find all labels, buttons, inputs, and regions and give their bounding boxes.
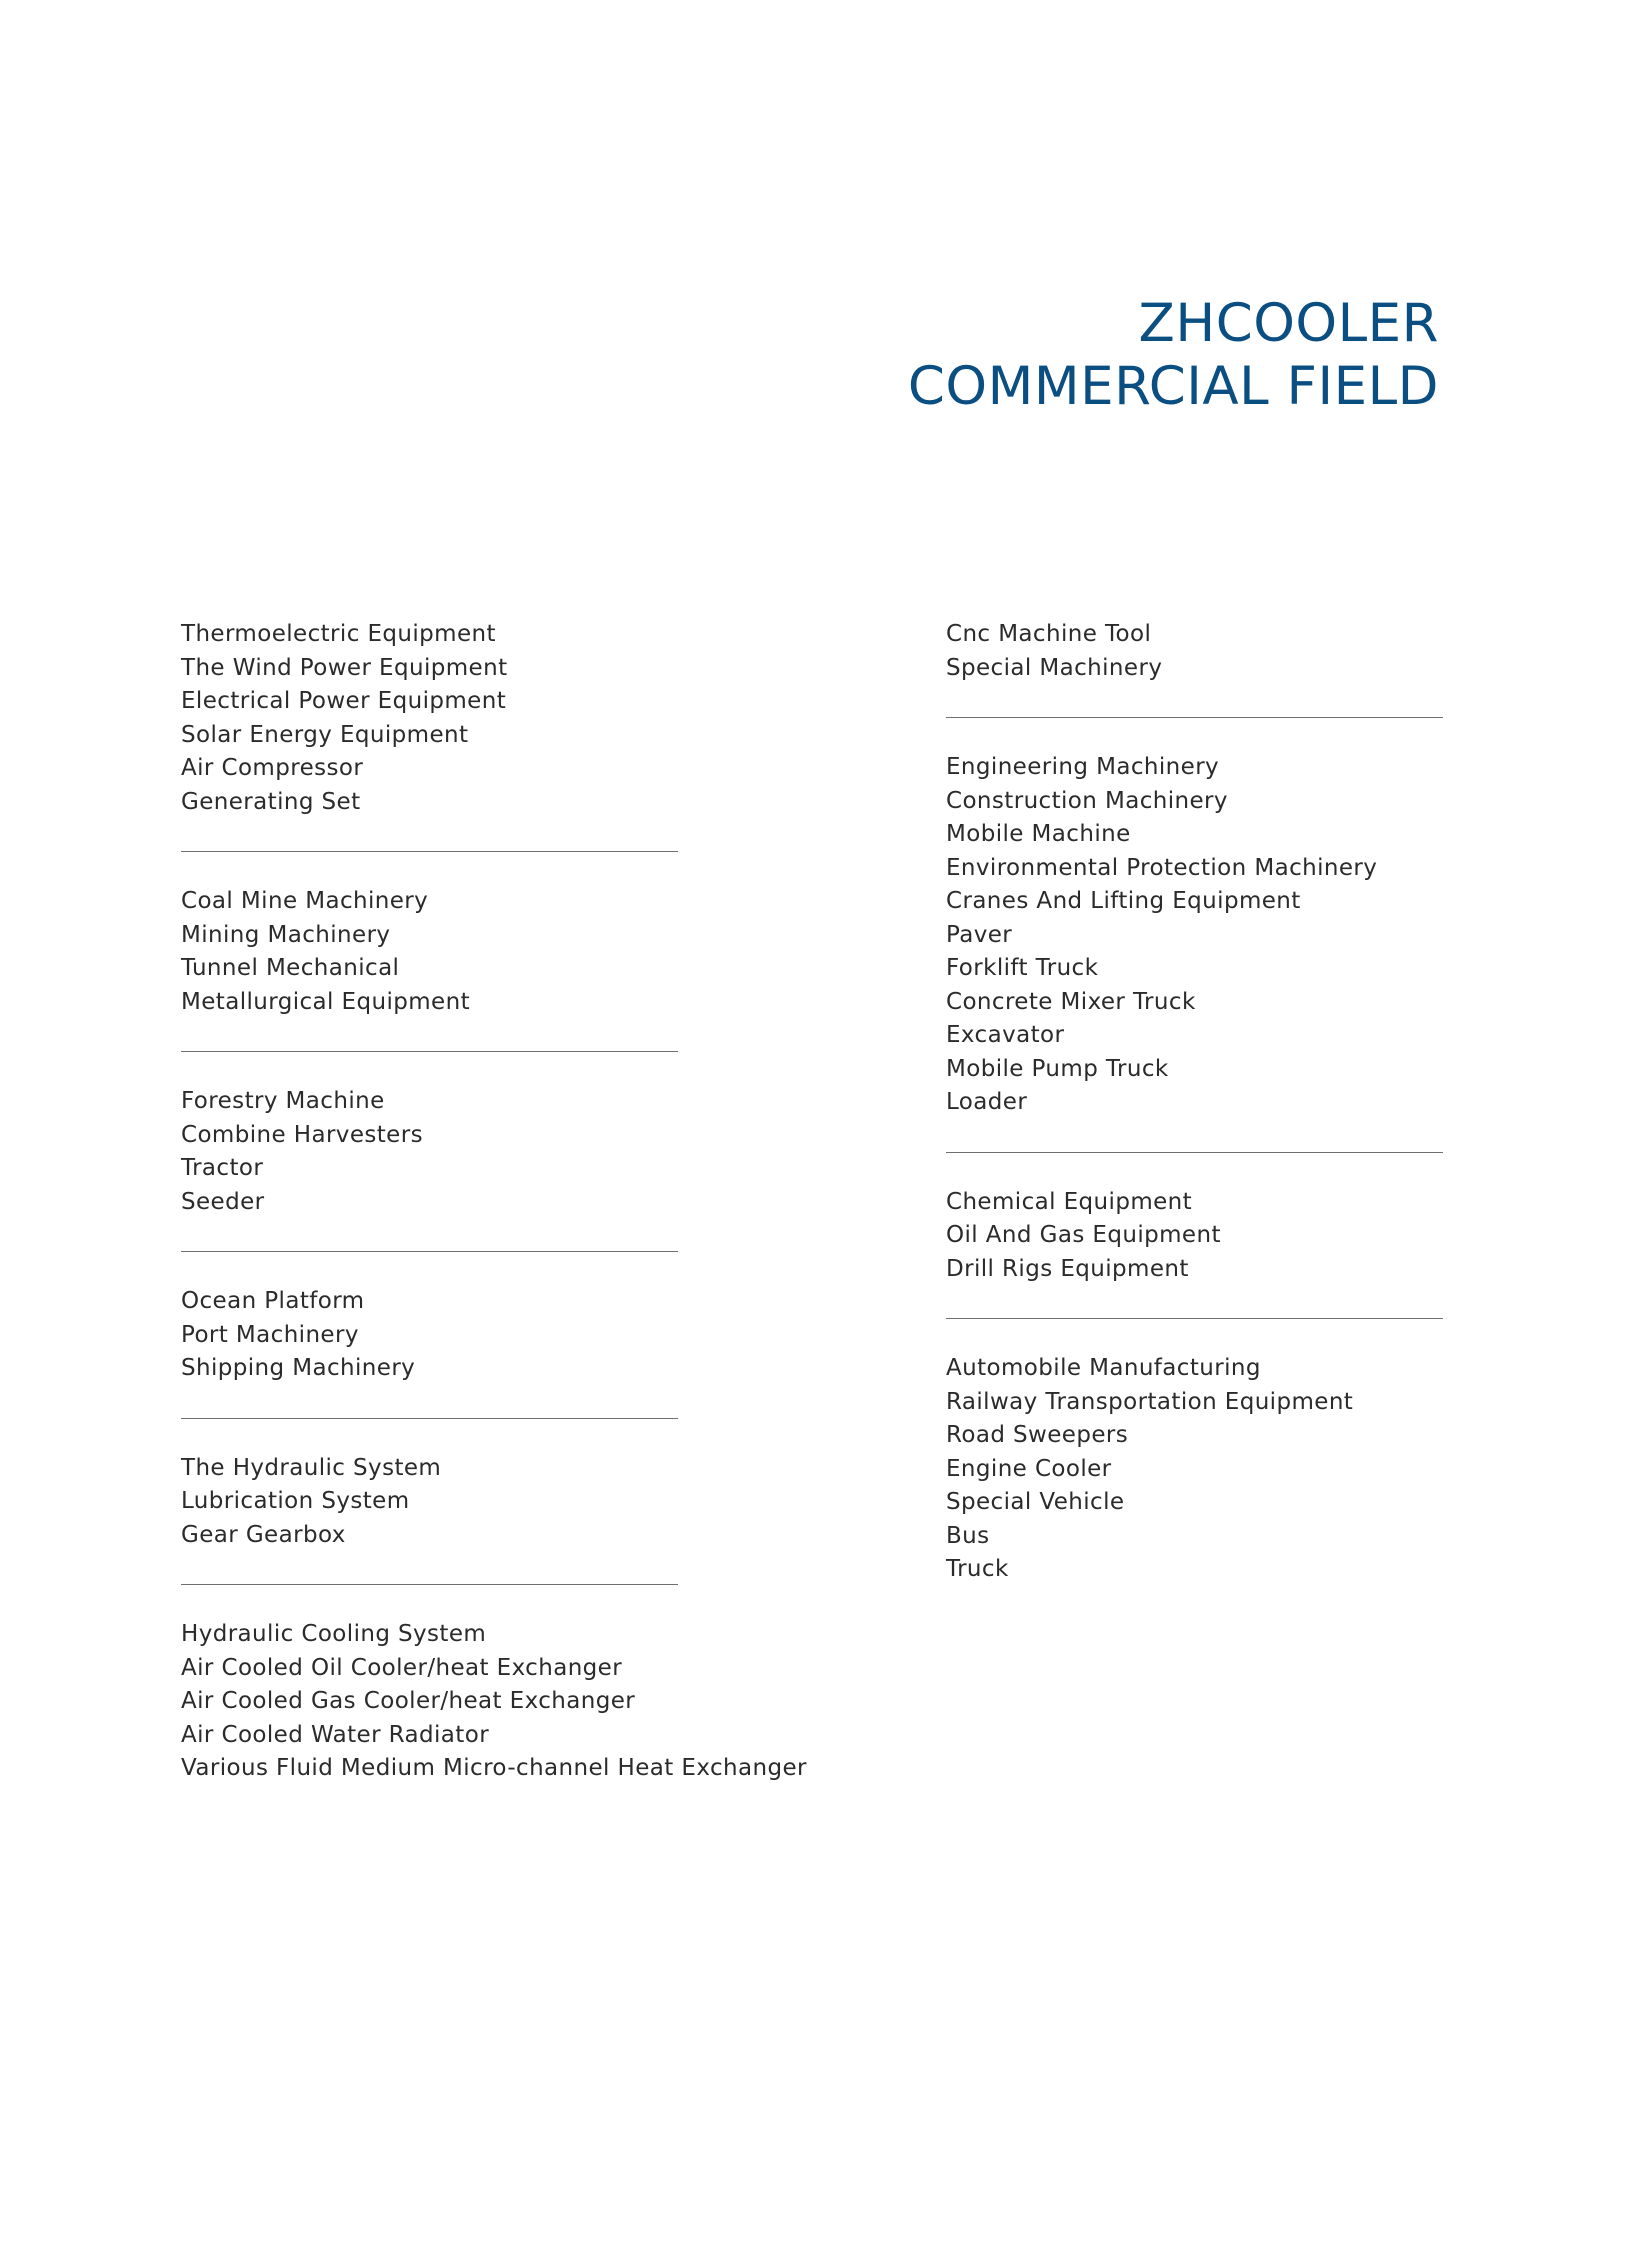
list-item: Special Machinery bbox=[946, 654, 1163, 681]
list-item: Concrete Mixer Truck bbox=[946, 988, 1196, 1015]
list-item: Ocean Platform bbox=[181, 1288, 365, 1314]
list-item: Solar Energy Equipment bbox=[181, 721, 469, 748]
list-item: Special Vehicle bbox=[946, 1489, 1125, 1515]
right-column bbox=[946, 618, 1443, 1587]
list-item: Mobile Machine bbox=[946, 821, 1131, 847]
list-item: Generating Set bbox=[181, 788, 361, 815]
title-line-1: ZHCOOLER bbox=[1138, 292, 1439, 354]
title-line-2: COMMERCIAL FIELD bbox=[907, 355, 1439, 417]
left-group-marine bbox=[181, 1285, 807, 1386]
list-item: Combine Harvesters bbox=[181, 1121, 423, 1148]
list-item: Drill Rigs Equipment bbox=[946, 1255, 1189, 1282]
right-group-engineering bbox=[946, 751, 1443, 1120]
list-item: Truck bbox=[946, 1556, 1009, 1582]
list-item: Environmental Protection Machinery bbox=[946, 854, 1378, 881]
left-group-hydraulic bbox=[181, 1452, 807, 1553]
list-item: Lubrication System bbox=[181, 1488, 410, 1514]
list-item: Railway Transportation Equipment bbox=[946, 1388, 1354, 1415]
page-title bbox=[908, 292, 1439, 418]
list-item: Air Cooled Water Radiator bbox=[181, 1721, 490, 1748]
divider bbox=[946, 717, 1443, 718]
divider bbox=[181, 1584, 678, 1585]
list-item: Mobile Pump Truck bbox=[946, 1055, 1169, 1082]
left-group-agriculture bbox=[181, 1085, 807, 1219]
list-item: Engine Cooler bbox=[946, 1455, 1112, 1482]
divider bbox=[181, 1418, 678, 1419]
right-group-chemical bbox=[946, 1186, 1443, 1287]
list-item: Loader bbox=[946, 1089, 1028, 1115]
list-item: Cnc Machine Tool bbox=[946, 621, 1152, 647]
list-item: Bus bbox=[946, 1522, 990, 1549]
list-item: Coal Mine Machinery bbox=[181, 888, 429, 914]
list-item: Forklift Truck bbox=[946, 955, 1099, 981]
divider bbox=[181, 1051, 678, 1052]
list-item: Oil And Gas Equipment bbox=[946, 1222, 1221, 1248]
list-item: Tunnel Mechanical bbox=[181, 955, 400, 981]
right-group-machine-tool bbox=[946, 618, 1443, 685]
list-item: Hydraulic Cooling System bbox=[181, 1621, 487, 1647]
right-group-automotive bbox=[946, 1352, 1443, 1587]
divider bbox=[181, 851, 678, 852]
list-item: Cranes And Lifting Equipment bbox=[946, 888, 1301, 914]
list-item: Air Cooled Gas Cooler/heat Exchanger bbox=[181, 1688, 636, 1714]
list-item: Chemical Equipment bbox=[946, 1188, 1193, 1215]
list-item: Thermoelectric Equipment bbox=[181, 621, 496, 647]
list-item: Forestry Machine bbox=[181, 1088, 385, 1114]
list-item: Construction Machinery bbox=[946, 787, 1228, 814]
list-item: Various Fluid Medium Micro-channel Heat Exchanger bbox=[181, 1755, 807, 1781]
list-item: Shipping Machinery bbox=[181, 1355, 416, 1381]
left-group-power bbox=[181, 618, 807, 819]
list-item: Mining Machinery bbox=[181, 921, 391, 948]
list-item: The Wind Power Equipment bbox=[181, 654, 508, 681]
list-item: Port Machinery bbox=[181, 1321, 359, 1348]
divider bbox=[946, 1152, 1443, 1153]
list-item: Tractor bbox=[181, 1155, 264, 1181]
list-item: Electrical Power Equipment bbox=[181, 688, 507, 714]
list-item: Road Sweepers bbox=[946, 1422, 1129, 1448]
list-item: Engineering Machinery bbox=[946, 754, 1220, 780]
list-item: Air Cooled Oil Cooler/heat Exchanger bbox=[181, 1654, 623, 1681]
divider bbox=[181, 1251, 678, 1252]
list-item: Excavator bbox=[946, 1022, 1065, 1048]
divider bbox=[946, 1318, 1443, 1319]
list-item: Paver bbox=[946, 921, 1013, 948]
list-item: Seeder bbox=[181, 1188, 265, 1215]
left-column bbox=[181, 618, 807, 1786]
left-group-cooling bbox=[181, 1618, 807, 1786]
left-group-mining bbox=[181, 885, 807, 1019]
list-item: Gear Gearbox bbox=[181, 1521, 346, 1548]
list-item: Metallurgical Equipment bbox=[181, 988, 470, 1015]
list-item: The Hydraulic System bbox=[181, 1454, 442, 1481]
list-item: Air Compressor bbox=[181, 755, 364, 781]
list-item: Automobile Manufacturing bbox=[946, 1355, 1261, 1381]
